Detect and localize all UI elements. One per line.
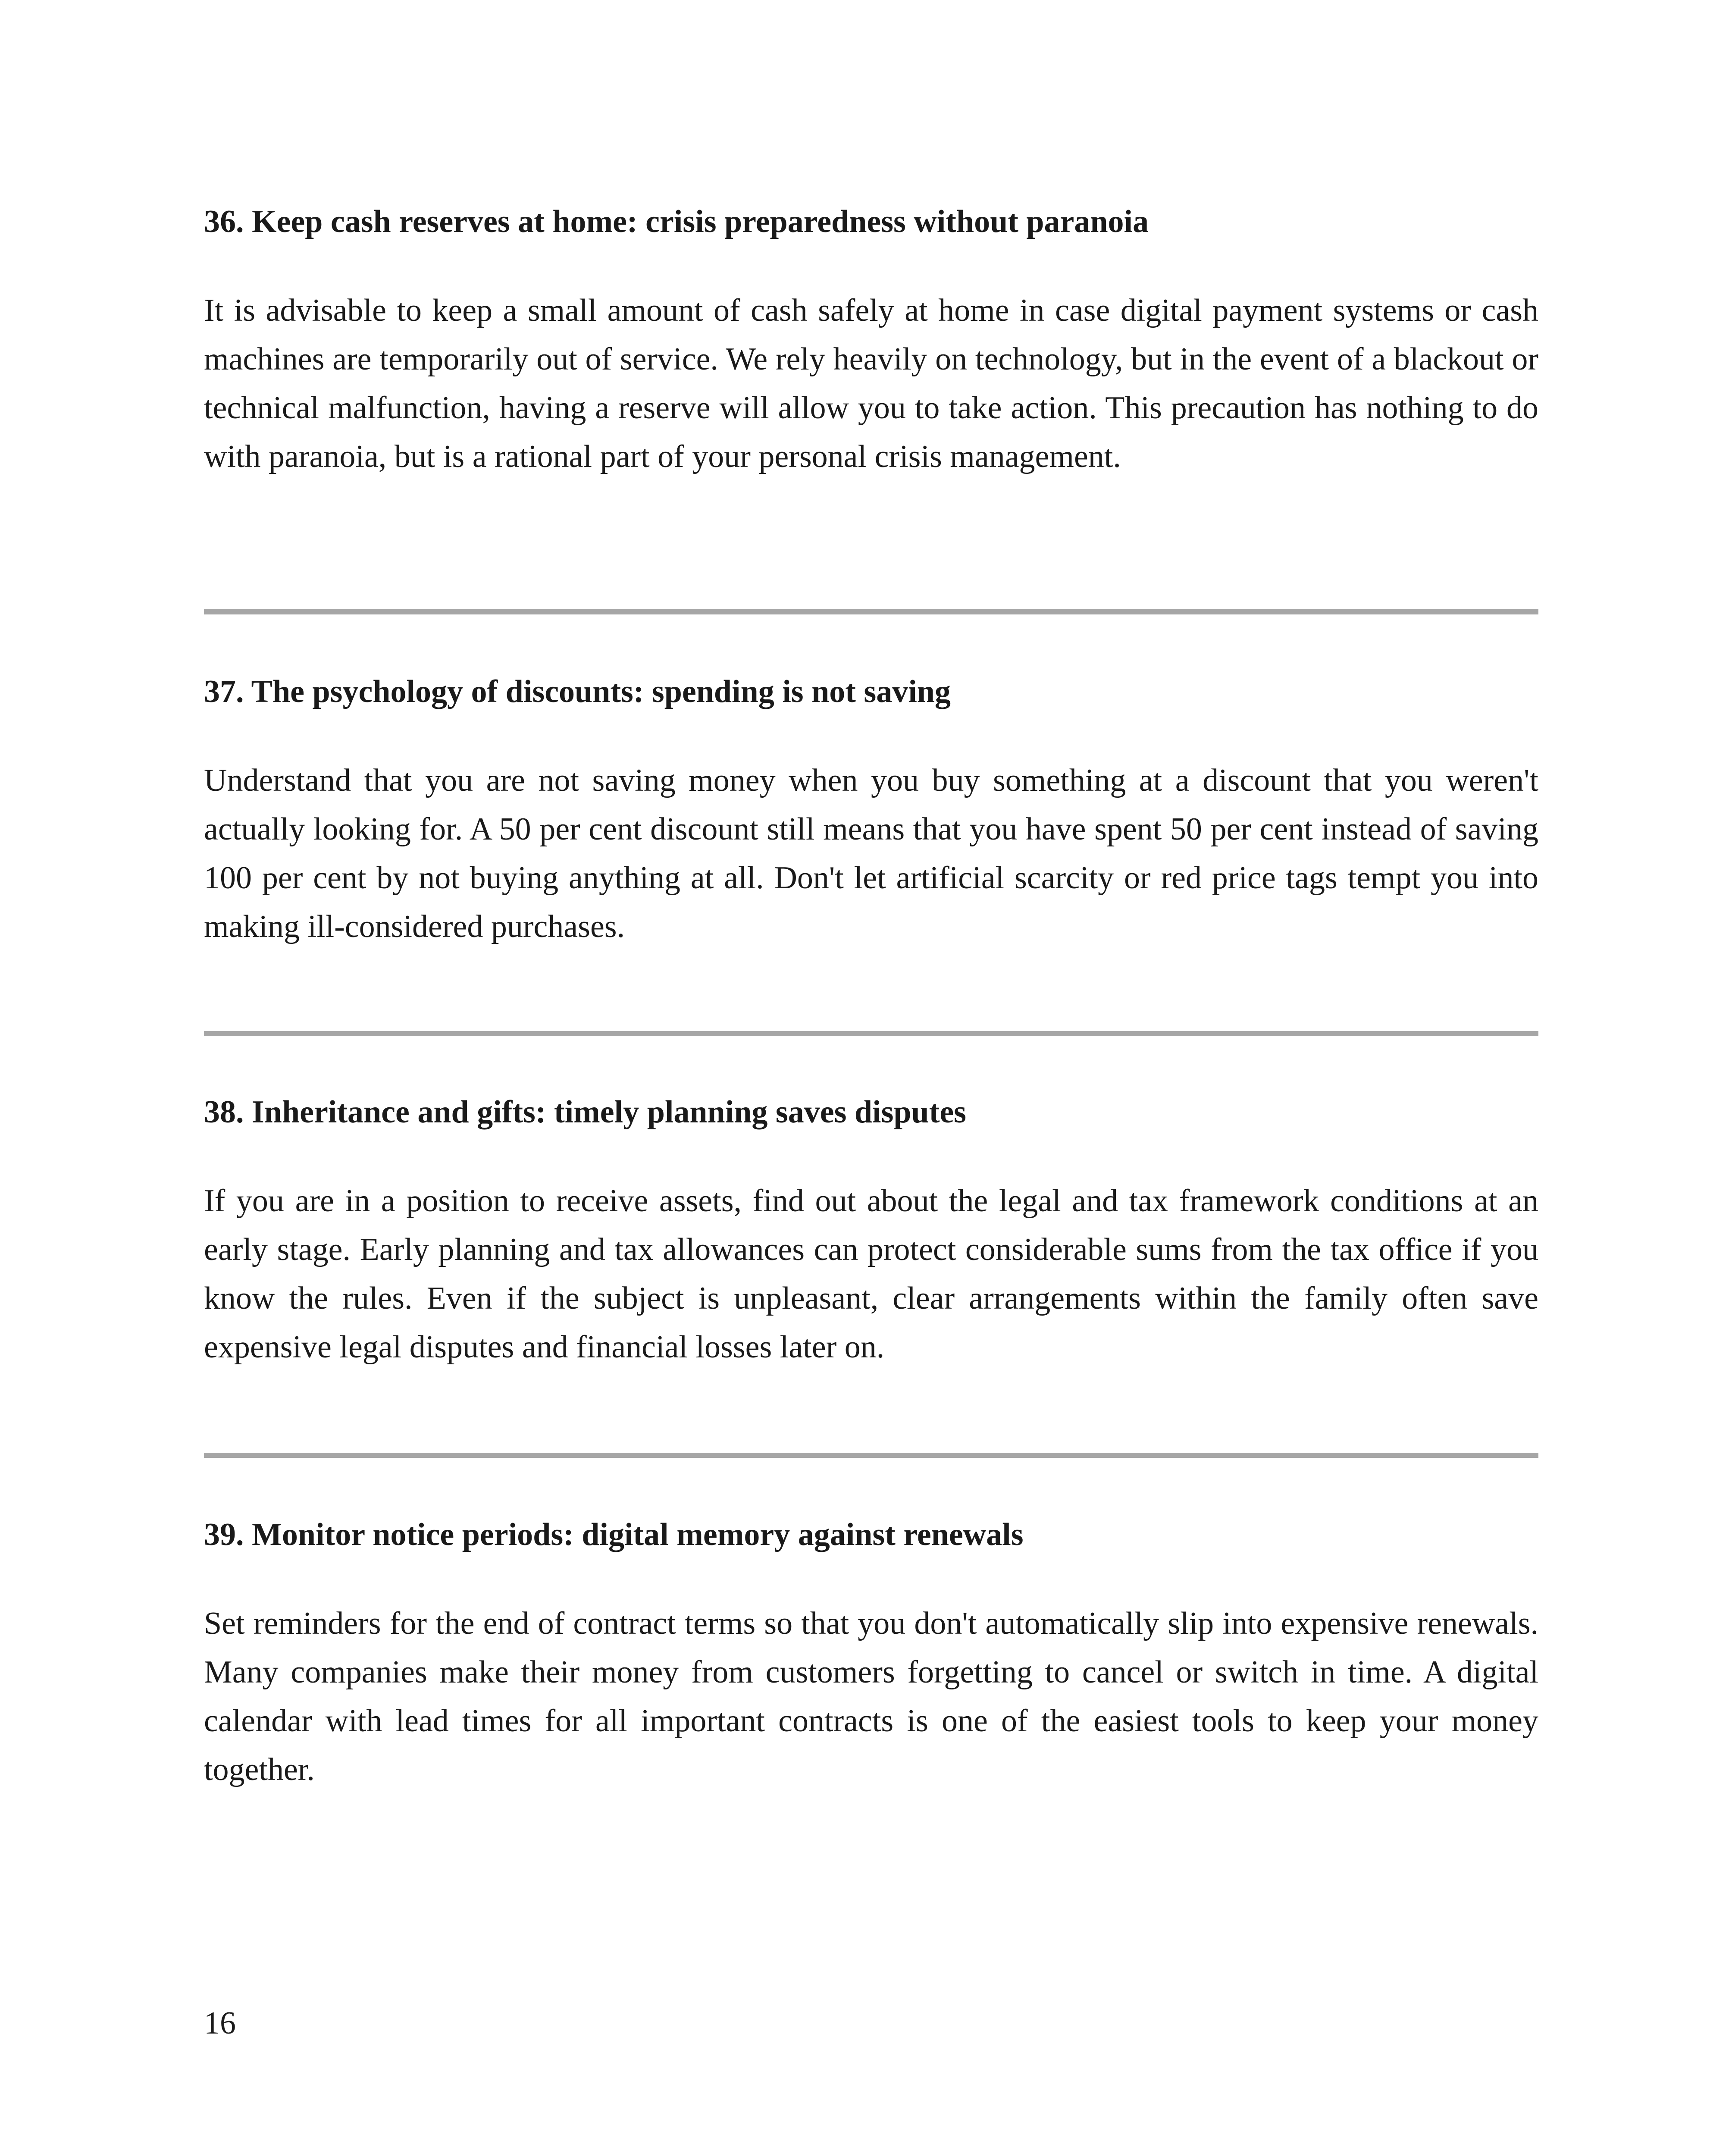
section-body: Understand that you are not saving money when you buy something at a discount that you weren't actually looking for. A 50 per cent discount still means that you have spent 50 per cent instead of saving 100 per cent by not buying anything at all. Don't let artificial scarcity or red price tags tempt you into making ill-considered purchases.	[204, 762, 1538, 944]
section-divider	[204, 1453, 1538, 1458]
section-body: It is advisable to keep a small amount of cash safely at home in case digital payment systems or cash machines are temporarily out of service. We rely heavily on technology, but in the event of a blackout or technical malfunction, having a reserve will allow you to take action. This precaution has nothing to do with paranoia, but is a rational part of your personal crisis management.	[204, 292, 1538, 474]
page-number: 16	[204, 2006, 236, 2041]
section-heading: 39. Monitor notice periods: digital memory against renewals	[204, 1517, 1024, 1552]
section-heading: 36. Keep cash reserves at home: crisis preparedness without paranoia	[204, 204, 1149, 239]
section-heading: 38. Inheritance and gifts: timely planning saves disputes	[204, 1094, 966, 1130]
section-body: Set reminders for the end of contract terms so that you don't automatically slip into expensive renewals. Many companies make their money from customers forgetting to cancel or switch in time. A digital calendar with lead times for all important contracts is one of the easiest tools to keep your money together.	[204, 1605, 1538, 1787]
section-39	[204, 1516, 1538, 1794]
section-37	[204, 673, 1538, 951]
section-36	[204, 203, 1538, 481]
section-heading: 37. The psychology of discounts: spending is not saving	[204, 674, 951, 709]
section-divider	[204, 1031, 1538, 1036]
section-divider	[204, 609, 1538, 614]
section-body: If you are in a position to receive assets, find out about the legal and tax framework conditions at an early stage. Early planning and tax allowances can protect considerable sums from the tax office if you know the rules. Even if the subject is unpleasant, clear arrangements within the family often save expensive legal disputes and financial losses later on.	[204, 1183, 1538, 1365]
section-38	[204, 1093, 1538, 1372]
